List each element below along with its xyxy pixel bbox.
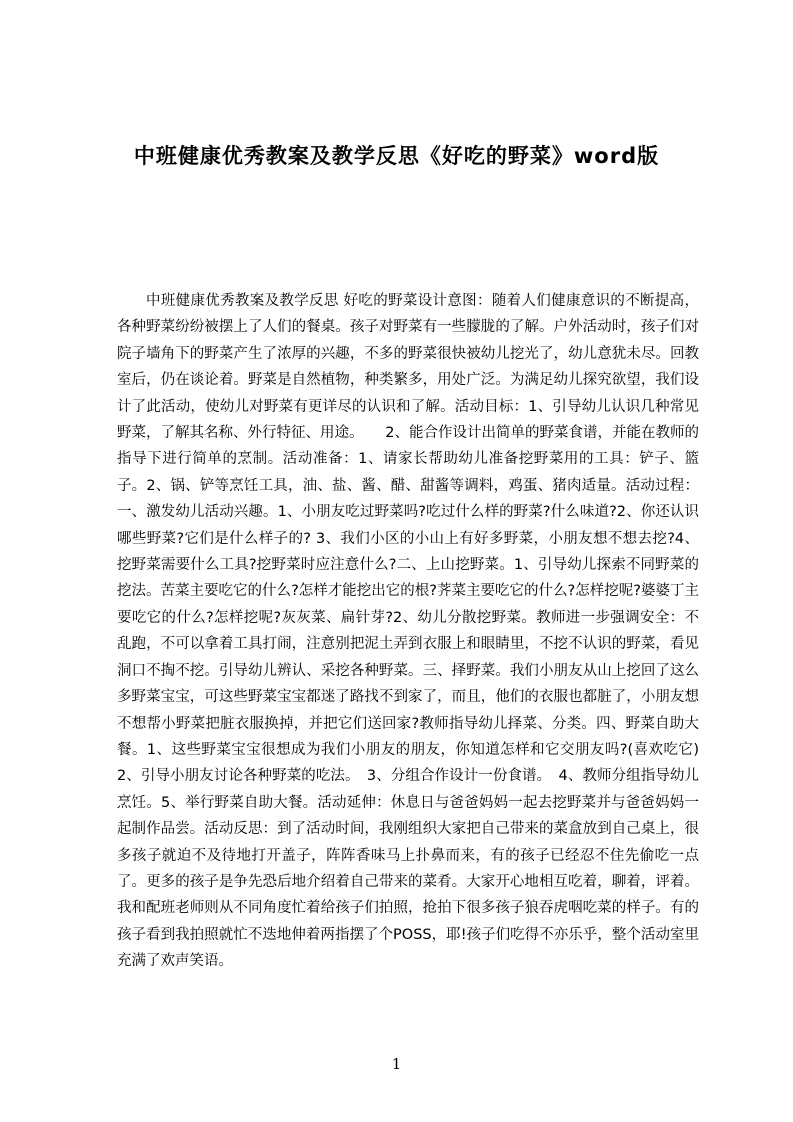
page-number: 1 (391, 1055, 402, 1073)
document-title: 中班健康优秀教案及教学反思《好吃的野菜》word版 (133, 144, 660, 168)
document-body: 中班健康优秀教案及教学反思 好吃的野菜设计意图：随着人们健康意识的不断提高，各种野菜纷纷被摆上了人们的餐桌。孩子对野菜有一些朦胧的了解。户外活动时，孩子们对院子墙角下的野菜产生了浓厚的兴趣，不多的野菜很快被幼儿挖光了，幼儿意犹未尽。回教室后，仍在谈论着。野菜是自然植物，种类繁多，用处广泛。为满足幼儿探究欲望，我们设计了此活动，使幼儿对野菜有更详尽的认识和了解。活动目标：1、引导幼儿认识几种常见野菜，了解其名称、外行特征、用途。 2、能合作设计出简单的野菜食谱，并能在教师的指导下进行简单的烹制。活动准备：1、请家长帮助幼儿准备挖野菜用的工具：铲子、篮子。2、锅、铲等烹饪工具，油、盐、酱、醋、甜酱等调料，鸡蛋、猪肉适量。活动过程：一、激发幼儿活动兴趣。1、小朋友吃过野菜吗?吃过什么样的野菜?什么味道?2、你还认识哪些野菜?它们是什么样子的? 3、我们小区的小山上有好多野菜，小朋友想不想去挖?4、挖野菜需要什么工具?挖野菜时应注意什么?二、上山挖野菜。1、引导幼儿探索不同野菜的挖法。苦菜主要吃它的什么?怎样才能挖出它的根?荠菜主要吃它的什么?怎样挖呢?婆婆丁主要吃它的什么?怎样挖呢?灰灰菜、扁针芽?2、幼儿分散挖野菜。教师进一步强调安全：不乱跑，不可以拿着工具打闹，注意别把泥土弄到衣服上和眼睛里，不挖不认识的野菜，看见洞口不掏不挖。引导幼儿辨认、采挖各种野菜。三、择野菜。我们小朋友从山上挖回了这么多野菜宝宝，可这些野菜宝宝都迷了路找不到家了，而且，他们的衣服也都脏了，小朋友想不想帮小野菜把脏衣服换掉，并把它们送回家?教师指导幼儿择菜、分类。四、野菜自助大餐。1、这些野菜宝宝很想成为我们小朋友的朋友，你知道怎样和它交朋友吗?(喜欢吃它)2、引导小朋友讨论各种野菜的吃法。 3、分组合作设计一份食谱。 4、教师分组指导幼儿烹饪。5、举行野菜自助大餐。活动延伸：休息日与爸爸妈妈一起去挖野菜并与爸爸妈妈一起制作品尝。活动反思：到了活动时间，我刚组织大家把自己带来的菜盒放到自己桌上，很多孩子就迫不及待地打开盖子，阵阵香味马上扑鼻而来，有的孩子已经忍不住先偷吃一点了。更多的孩子是争先恐后地介绍着自己带来的菜肴。大家开心地相互吃着，聊着，评着。我和配班老师则从不同角度忙着给孩子们拍照，抢拍下很多孩子狼吞虎咽吃菜的样子。有的孩子看到我拍照就忙不迭地伸着两指摆了个POSS，耶!孩子们吃得不亦乐乎，整个活动室里充满了欢声笑语。 (117, 293, 699, 970)
